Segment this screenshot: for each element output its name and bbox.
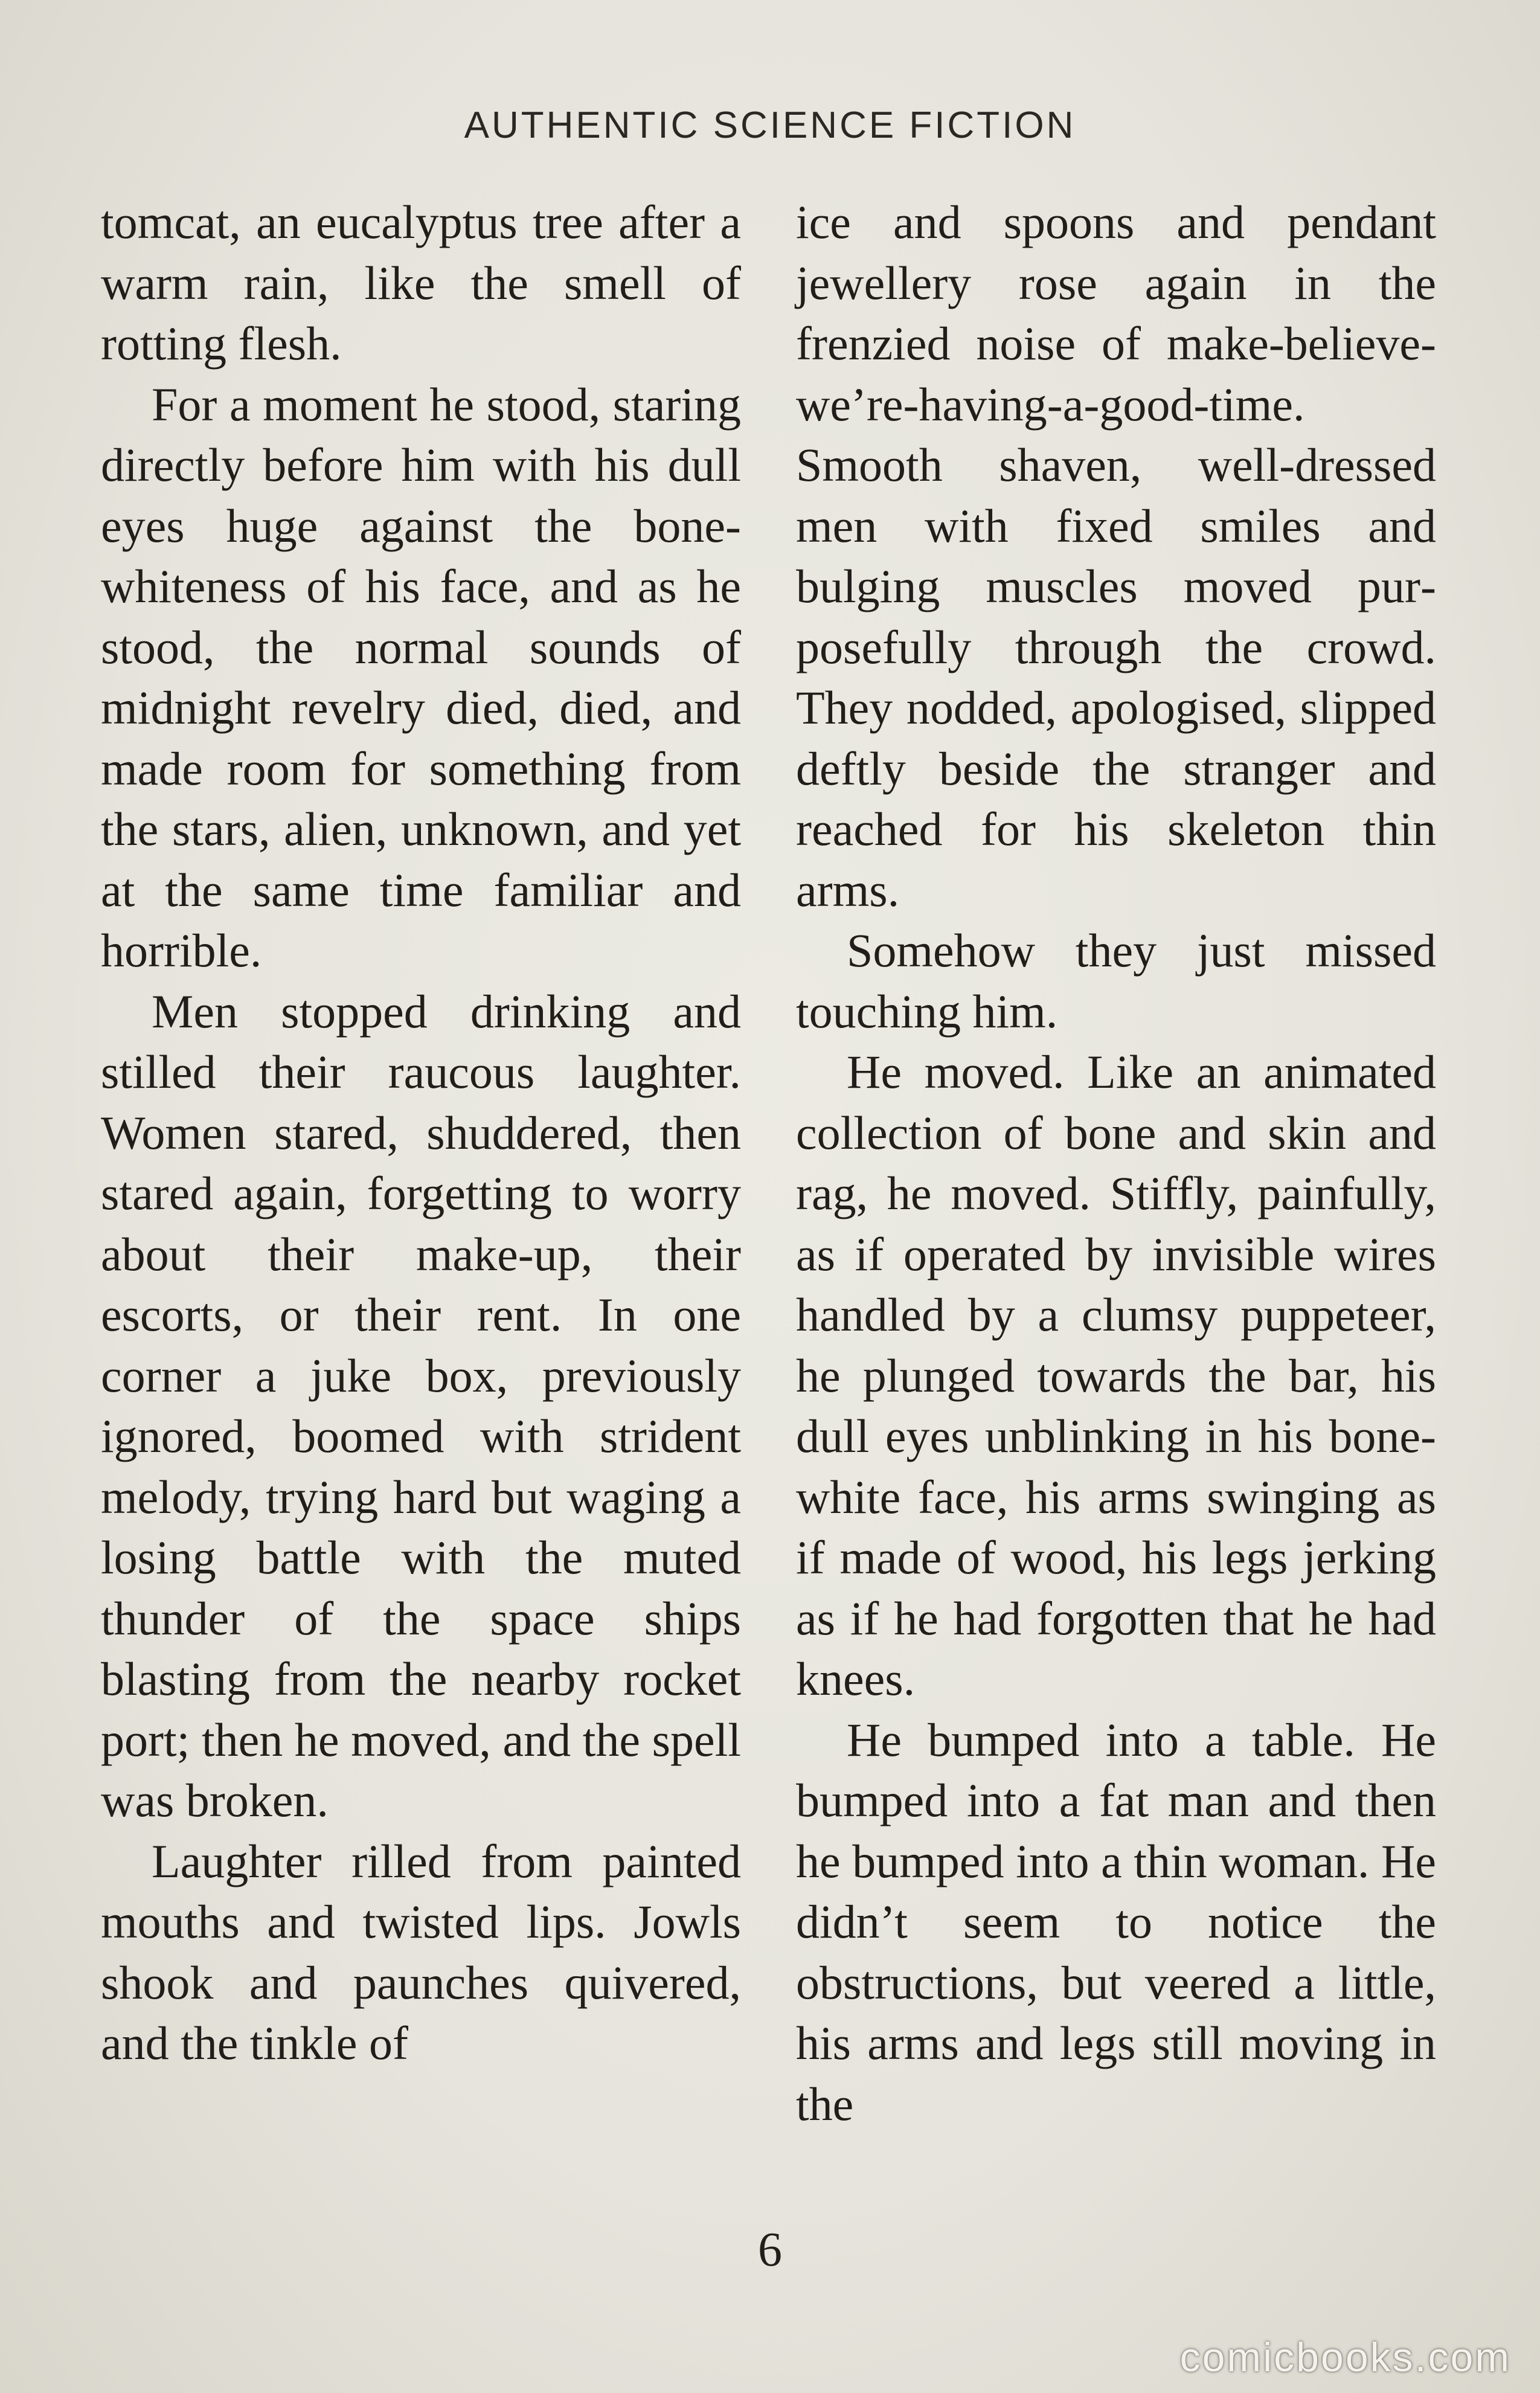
- right-text-column: [796, 192, 1436, 2134]
- page-number: 6: [758, 2223, 782, 2276]
- running-head: AUTHENTIC SCIENCE FICTION: [464, 104, 1076, 146]
- paragraph: Men stopped drinking and stilled their raucous laughter. Women stared, shuddered, then stared again, forgetting to worry about their make-up, their escorts, or their rent. In one corner a juke box, previously ignored, boomed with strident melody, trying hard but waging a losing battle with the muted thunder of the space ships blasting from the nearby rocket port; then he moved, and the spell was broken.: [101, 985, 741, 1826]
- paragraph: For a moment he stood, staring directly before him with his dull eyes huge against the bone-whiteness of his face, and as he stood, the normal sounds of midnight revelry died, died, and made room for something from the stars, alien, unknown, and yet at the same time familiar and horrible.: [101, 377, 741, 977]
- watermark-logo: comicbooks.com: [1179, 2334, 1511, 2380]
- paragraph: Somehow they just missed touching him.: [796, 924, 1436, 1038]
- left-text-column: [101, 192, 741, 2074]
- paragraph: He bumped into a table. He bumped into a fat man and then he bumped into a thin woman. He didn’t seem to notice the obstructions, but veered a little, his arms and legs still moving in the: [796, 1713, 1436, 2130]
- paragraph: tomcat, an eucalyptus tree after a warm rain, like the smell of rotting flesh.: [101, 196, 741, 370]
- paragraph: ice and spoons and pendant jewellery rose again in the frenzied noise of make-believewe’re-having-a-good-time. Smooth shaven, well-dressed men with fixed smiles and bulging muscles moved purposefully through the crowd. They nodded, apologised, slipped deftly beside the stranger and reached for his skeleton thin arms.: [796, 196, 1436, 916]
- paragraph: Laughter rilled from painted mouths and twisted lips. Jowls shook and paunches quivered, and the tinkle of: [101, 1834, 741, 2069]
- paragraph: He moved. Like an animated collection of bone and skin and rag, he moved. Stiffly, painfully, as if operated by invisible wires handled by a clumsy puppeteer, he plunged towards the bar, his dull eyes unblinking in his bone-white face, his arms swinging as if made of wood, his legs jerking as if he had forgotten that he had knees.: [796, 1046, 1436, 1705]
